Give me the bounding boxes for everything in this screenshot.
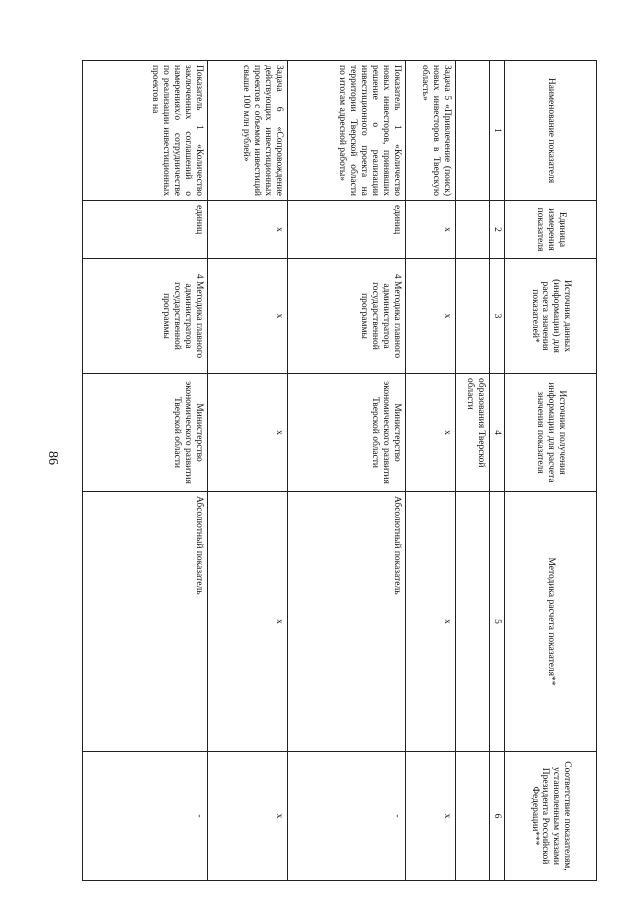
table-cell: Показатель 1 «Количество новых инвесторов, принявших решение о реализации инвестиционного проекта на территории Тверской области по итогам адресной работы» [288, 61, 406, 201]
header-methodology: Методика расчета показателя** [505, 492, 597, 752]
page-number: 86 [45, 451, 60, 465]
indicator-table [82, 60, 597, 881]
table-cell: Задача 5 «Привлечение (поиск) новых инвесторов в Тверскую область» [406, 61, 456, 201]
table-cell: образования Тверской области [456, 374, 490, 492]
column-number: 3 [490, 259, 505, 374]
table-row [208, 61, 288, 881]
table-row [288, 61, 406, 881]
table-cell [456, 259, 490, 374]
table-cell: Абсолютный показатель [83, 492, 208, 752]
table-cell: х [406, 259, 456, 374]
header-data-source: Источник данных (информации) для расчета значения показателей* [505, 259, 597, 374]
header-decree-compliance: Соответствие показателям, установленным указами Президента Российской Федерации*** [505, 752, 597, 881]
indicator-table-rotated [82, 60, 597, 880]
column-number-row [490, 61, 505, 881]
table-cell: х [406, 201, 456, 259]
table-cell: - [83, 752, 208, 881]
table-cell: х [208, 374, 288, 492]
table-cell: единиц [288, 201, 406, 259]
table-row [83, 61, 208, 881]
table-cell: Министерство экономического развития Тверской области [83, 374, 208, 492]
table-cell: х [406, 374, 456, 492]
table-cell: х [406, 752, 456, 881]
table-cell: 4 Методика главного администратора государственной программы [288, 259, 406, 374]
table-row [406, 61, 456, 881]
table-cell: 4 Методика главного администратора государственной программы [83, 259, 208, 374]
table-header-row [505, 61, 597, 881]
table-cell: единиц [83, 201, 208, 259]
table-cell: х [208, 752, 288, 881]
table-cell: х [208, 492, 288, 752]
column-number: 1 [490, 61, 505, 201]
table-cell [456, 201, 490, 259]
table-cell: Задача 6 «Сопровождение действующих инвестиционных проектов с объемом инвестиций свыше 100 млн рублей» [208, 61, 288, 201]
table-cell [456, 61, 490, 201]
table-cell: х [406, 492, 456, 752]
table-cell: Абсолютный показатель [288, 492, 406, 752]
column-number: 2 [490, 201, 505, 259]
table-row [456, 61, 490, 881]
table-cell: Министерство экономического развития Тверской области [288, 374, 406, 492]
column-number: 4 [490, 374, 505, 492]
table-cell: х [208, 201, 288, 259]
table-cell: Показатель 1 «Количество заключенных соглашений о намерениях/о сотрудничестве по реализации инвестиционных проектов на [83, 61, 208, 201]
table-cell [456, 752, 490, 881]
header-unit: Единица измерения показателя [505, 201, 597, 259]
table-cell: х [208, 259, 288, 374]
column-number: 6 [490, 752, 505, 881]
header-indicator-name: Наименование показателя [505, 61, 597, 201]
header-info-source: Источник получения информации для расчета значения показателя [505, 374, 597, 492]
table-cell [456, 492, 490, 752]
column-number: 5 [490, 492, 505, 752]
table-cell: - [288, 752, 406, 881]
